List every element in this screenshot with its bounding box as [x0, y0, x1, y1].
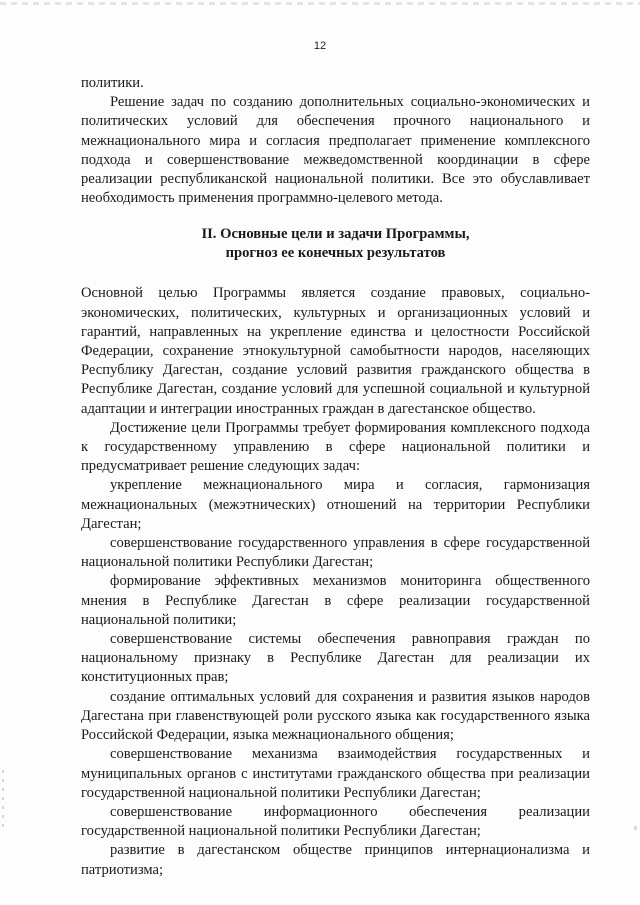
paragraph-goal-achievement: Достижение цели Программы требует формирования комплексного подхода к государственному управлению в сфере национальной политики и предусматривает решение следующих задач: [81, 419, 590, 475]
document-body [81, 74, 590, 880]
scan-artifact-top [0, 2, 640, 5]
scan-artifact-left [2, 770, 4, 830]
paragraph-continuation: политики. [81, 75, 144, 91]
task-item: совершенствование информационного обеспечения реализации государственной национальной политики Республики Дагестан; [81, 803, 590, 840]
task-item: формирование эффективных механизмов мониторинга общественного мнения в Республике Дагестан в сфере реализации государственной национальной политики; [81, 573, 590, 628]
section-heading [81, 225, 590, 263]
section-heading-line-1: II. Основные цели и задачи Программы, [201, 226, 470, 243]
task-item: создание оптимальных условий для сохранения и развития языков народов Дагестана при главенствующей роли русского языка как государственного языка Российской Федерации, языка межнационального общения; [81, 688, 590, 744]
paragraph-main-goal: Основной целью Программы является создание правовых, социально-экономических, политических, культурных и организационных условий и гарантий, направленных на укрепление единства и целостности Российской Федерации, сохранение этнокультурной самобытности народов, населяющих Республику Дагестан, создание условий развития гражданского общества в Республике Дагестан, создание условий для успешной социальной и культурной адаптации и интеграции иностранных граждан в дагестанское общество. [81, 285, 590, 417]
task-item: совершенствование механизма взаимодействия государственных и муниципальных органов с институтами гражданского общества при реализации государственной национальной политики Республики Дагестан; [81, 746, 590, 801]
section-heading-line-2: прогноз ее конечных результатов [225, 245, 446, 262]
task-item: укрепление межнационального мира и согласия, гармонизация межнациональных (межэтнических) отношений на территории Республики Дагестан; [81, 477, 590, 532]
scan-artifact-right [634, 826, 637, 830]
task-item: совершенствование государственного управления в сфере государственной национальной политики Республики Дагестан; [81, 535, 590, 571]
paragraph-tasks-solution: Решение задач по созданию дополнительных социально-экономических и политических условий для обеспечения прочного национального и межнационального мира и согласия предполагает применение комплексного подхода и совершенствование межведомственной координации в сфере реализации республиканской национальной политики. Все это обуславливает необходимость применения программно-целевого метода. [81, 94, 590, 207]
page-number: 12 [313, 40, 327, 52]
task-item: развитие в дагестанском обществе принципов интернационализма и патриотизма; [81, 842, 590, 878]
task-item: совершенствование системы обеспечения равноправия граждан по национальному признаку в Республике Дагестан для реализации их конституционных прав; [81, 631, 590, 686]
